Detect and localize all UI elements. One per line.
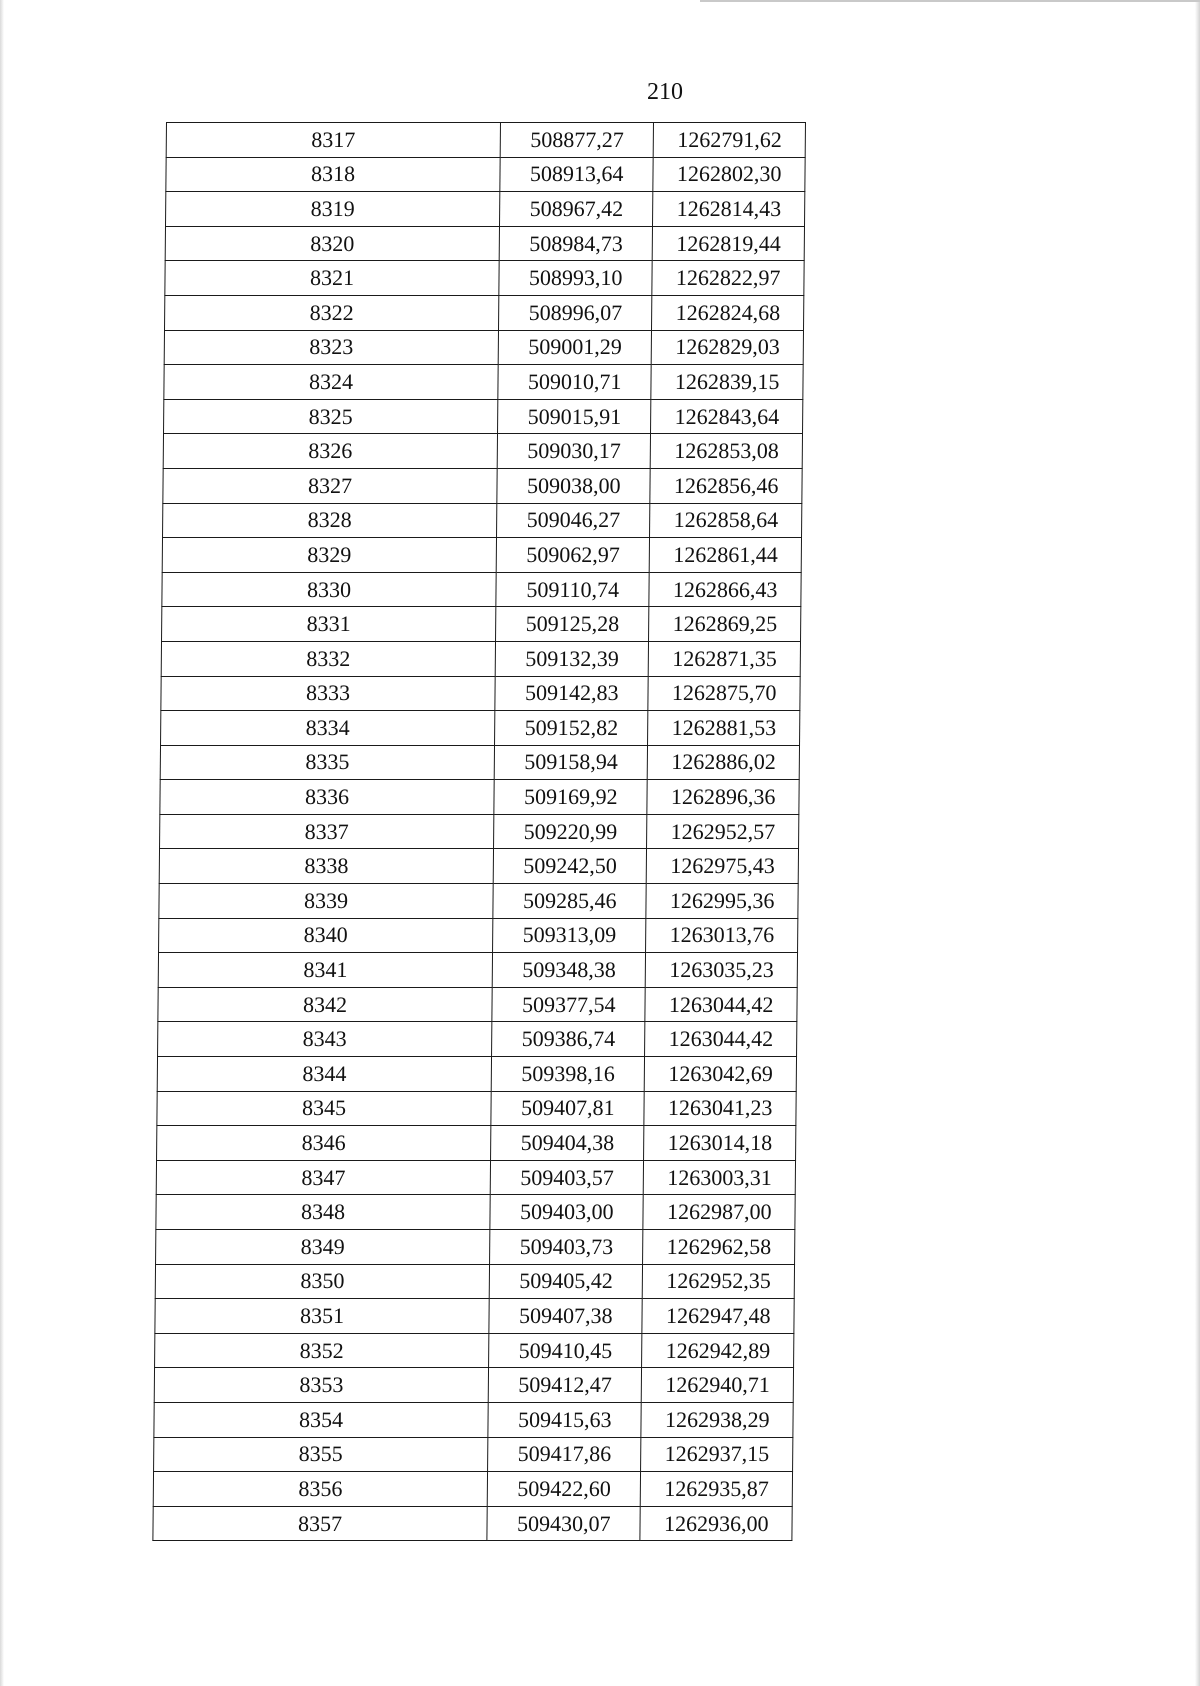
table-row [155,1299,794,1334]
table-row [163,503,802,538]
x-coordinate-cell: 509132,39 [495,641,649,676]
point-number-cell: 8346 [157,1126,491,1161]
y-coordinate-cell: 1262975,43 [647,849,799,884]
x-coordinate-cell: 508913,64 [500,157,654,192]
x-coordinate-cell: 509417,86 [488,1437,642,1472]
table-row [154,1368,793,1403]
x-coordinate-cell: 508996,07 [499,295,653,330]
table-row [162,572,801,607]
y-coordinate-cell: 1262819,44 [653,226,805,261]
table-row [164,365,803,400]
x-coordinate-cell: 509169,92 [494,780,648,815]
y-coordinate-cell: 1262937,15 [641,1437,793,1472]
table-row [166,157,805,192]
y-coordinate-cell: 1262952,35 [643,1264,795,1299]
table-row [159,884,798,919]
table-row [160,780,799,815]
x-coordinate-cell: 509386,74 [492,1022,646,1057]
x-coordinate-cell: 509110,74 [496,572,650,607]
table-row [157,1057,796,1092]
table-row [161,711,800,746]
point-number-cell: 8343 [158,1022,492,1057]
table-row [161,676,800,711]
x-coordinate-cell: 509348,38 [492,953,646,988]
y-coordinate-cell: 1262839,15 [651,365,803,400]
y-coordinate-cell: 1262869,25 [649,607,801,642]
x-coordinate-cell: 508877,27 [500,123,654,158]
table-row [160,814,799,849]
table-row [163,434,802,469]
point-number-cell: 8335 [160,745,494,780]
table-row [165,226,804,261]
table-row [159,849,798,884]
x-coordinate-cell: 509015,91 [498,399,652,434]
point-number-cell: 8329 [162,538,496,573]
x-coordinate-cell: 509430,07 [487,1506,641,1541]
point-number-cell: 8350 [155,1264,489,1299]
point-number-cell: 8357 [153,1506,487,1541]
point-number-cell: 8356 [153,1472,487,1507]
y-coordinate-cell: 1262936,00 [640,1506,792,1541]
table-row [156,1230,795,1265]
y-coordinate-cell: 1262822,97 [652,261,804,296]
coordinates-table [152,122,806,1541]
y-coordinate-cell: 1263035,23 [646,953,798,988]
x-coordinate-cell: 509285,46 [493,884,647,919]
table-row [160,745,799,780]
y-coordinate-cell: 1262791,62 [654,123,806,158]
x-coordinate-cell: 509220,99 [494,814,648,849]
scan-edge-left [0,0,4,1686]
y-coordinate-cell: 1262952,57 [647,814,799,849]
point-number-cell: 8322 [165,295,499,330]
y-coordinate-cell: 1262814,43 [653,192,805,227]
table-row [154,1437,793,1472]
x-coordinate-cell: 509415,63 [488,1402,642,1437]
table-row [163,468,802,503]
coordinates-table-body [153,123,806,1541]
y-coordinate-cell: 1262935,87 [641,1472,793,1507]
point-number-cell: 8317 [166,123,500,158]
table-row [159,918,798,953]
y-coordinate-cell: 1263041,23 [644,1091,796,1126]
table-row [158,1022,797,1057]
x-coordinate-cell: 509407,38 [489,1299,643,1334]
y-coordinate-cell: 1262947,48 [642,1299,794,1334]
y-coordinate-cell: 1262858,64 [650,503,802,538]
x-coordinate-cell: 509125,28 [496,607,650,642]
point-number-cell: 8331 [162,607,496,642]
x-coordinate-cell: 509403,73 [490,1230,644,1265]
point-number-cell: 8342 [158,987,492,1022]
table-row [165,192,804,227]
x-coordinate-cell: 509405,42 [489,1264,643,1299]
x-coordinate-cell: 509152,82 [495,711,649,746]
y-coordinate-cell: 1263014,18 [644,1126,796,1161]
point-number-cell: 8323 [164,330,498,365]
x-coordinate-cell: 509001,29 [498,330,652,365]
point-number-cell: 8345 [157,1091,491,1126]
x-coordinate-cell: 509407,81 [491,1091,645,1126]
table-row [157,1126,796,1161]
table-row [156,1160,795,1195]
page-number: 210 [647,79,683,105]
point-number-cell: 8353 [154,1368,488,1403]
y-coordinate-cell: 1262802,30 [653,157,805,192]
y-coordinate-cell: 1262938,29 [641,1402,793,1437]
point-number-cell: 8332 [161,641,495,676]
y-coordinate-cell: 1262896,36 [647,780,799,815]
table-row [164,330,803,365]
point-number-cell: 8320 [165,226,499,261]
point-number-cell: 8347 [156,1160,490,1195]
point-number-cell: 8348 [156,1195,490,1230]
y-coordinate-cell: 1263044,42 [645,1022,797,1057]
point-number-cell: 8337 [160,814,494,849]
x-coordinate-cell: 509404,38 [491,1126,645,1161]
x-coordinate-cell: 508967,42 [500,192,654,227]
y-coordinate-cell: 1262886,02 [648,745,800,780]
table-row [164,399,803,434]
point-number-cell: 8355 [154,1437,488,1472]
x-coordinate-cell: 509030,17 [497,434,651,469]
x-coordinate-cell: 509046,27 [497,503,651,538]
point-number-cell: 8340 [159,918,493,953]
point-number-cell: 8324 [164,365,498,400]
x-coordinate-cell: 509242,50 [493,849,647,884]
table-row [154,1402,793,1437]
point-number-cell: 8333 [161,676,495,711]
point-number-cell: 8351 [155,1299,489,1334]
y-coordinate-cell: 1262962,58 [643,1230,795,1265]
y-coordinate-cell: 1262866,43 [649,572,801,607]
point-number-cell: 8319 [165,192,499,227]
point-number-cell: 8338 [159,849,493,884]
point-number-cell: 8326 [163,434,497,469]
point-number-cell: 8344 [157,1057,491,1092]
x-coordinate-cell: 509377,54 [492,987,646,1022]
x-coordinate-cell: 509398,16 [491,1057,645,1092]
x-coordinate-cell: 509062,97 [496,538,650,573]
table-row [157,1091,796,1126]
table-row [161,641,800,676]
y-coordinate-cell: 1263044,42 [645,987,797,1022]
point-number-cell: 8330 [162,572,496,607]
point-number-cell: 8328 [163,503,497,538]
table-row [165,295,804,330]
point-number-cell: 8318 [166,157,500,192]
table-row [165,261,804,296]
y-coordinate-cell: 1262843,64 [651,399,803,434]
x-coordinate-cell: 508984,73 [499,226,653,261]
x-coordinate-cell: 509313,09 [493,918,647,953]
table-row [155,1333,794,1368]
table-row [158,953,797,988]
x-coordinate-cell: 509038,00 [497,468,651,503]
point-number-cell: 8341 [158,953,492,988]
x-coordinate-cell: 509412,47 [488,1368,642,1403]
x-coordinate-cell: 509142,83 [495,676,649,711]
point-number-cell: 8321 [165,261,499,296]
y-coordinate-cell: 1262881,53 [648,711,800,746]
y-coordinate-cell: 1262942,89 [642,1333,794,1368]
point-number-cell: 8336 [160,780,494,815]
y-coordinate-cell: 1262987,00 [643,1195,795,1230]
table-row [162,607,801,642]
y-coordinate-cell: 1262875,70 [648,676,800,711]
y-coordinate-cell: 1262853,08 [651,434,803,469]
point-number-cell: 8334 [161,711,495,746]
y-coordinate-cell: 1262995,36 [646,884,798,919]
x-coordinate-cell: 509158,94 [494,745,648,780]
table-row [153,1472,792,1507]
x-coordinate-cell: 509010,71 [498,365,652,400]
y-coordinate-cell: 1263042,69 [645,1057,797,1092]
x-coordinate-cell: 509403,00 [490,1195,644,1230]
scan-edge-right [1195,0,1200,1686]
table-row [158,987,797,1022]
point-number-cell: 8352 [155,1333,489,1368]
y-coordinate-cell: 1262861,44 [650,538,802,573]
x-coordinate-cell: 509410,45 [489,1333,643,1368]
table-row [156,1195,795,1230]
table-row [166,123,805,158]
y-coordinate-cell: 1262856,46 [650,468,802,503]
point-number-cell: 8325 [164,399,498,434]
scan-edge-top [700,0,1200,2]
x-coordinate-cell: 508993,10 [499,261,653,296]
x-coordinate-cell: 509403,57 [490,1160,644,1195]
point-number-cell: 8349 [156,1230,490,1265]
table-row [153,1506,792,1541]
point-number-cell: 8354 [154,1402,488,1437]
y-coordinate-cell: 1262871,35 [649,641,801,676]
y-coordinate-cell: 1262940,71 [642,1368,794,1403]
point-number-cell: 8339 [159,884,493,919]
x-coordinate-cell: 509422,60 [487,1472,641,1507]
y-coordinate-cell: 1262824,68 [652,295,804,330]
y-coordinate-cell: 1263013,76 [646,918,798,953]
table-row [162,538,801,573]
point-number-cell: 8327 [163,468,497,503]
table-row [155,1264,794,1299]
y-coordinate-cell: 1262829,03 [652,330,804,365]
y-coordinate-cell: 1263003,31 [644,1160,796,1195]
